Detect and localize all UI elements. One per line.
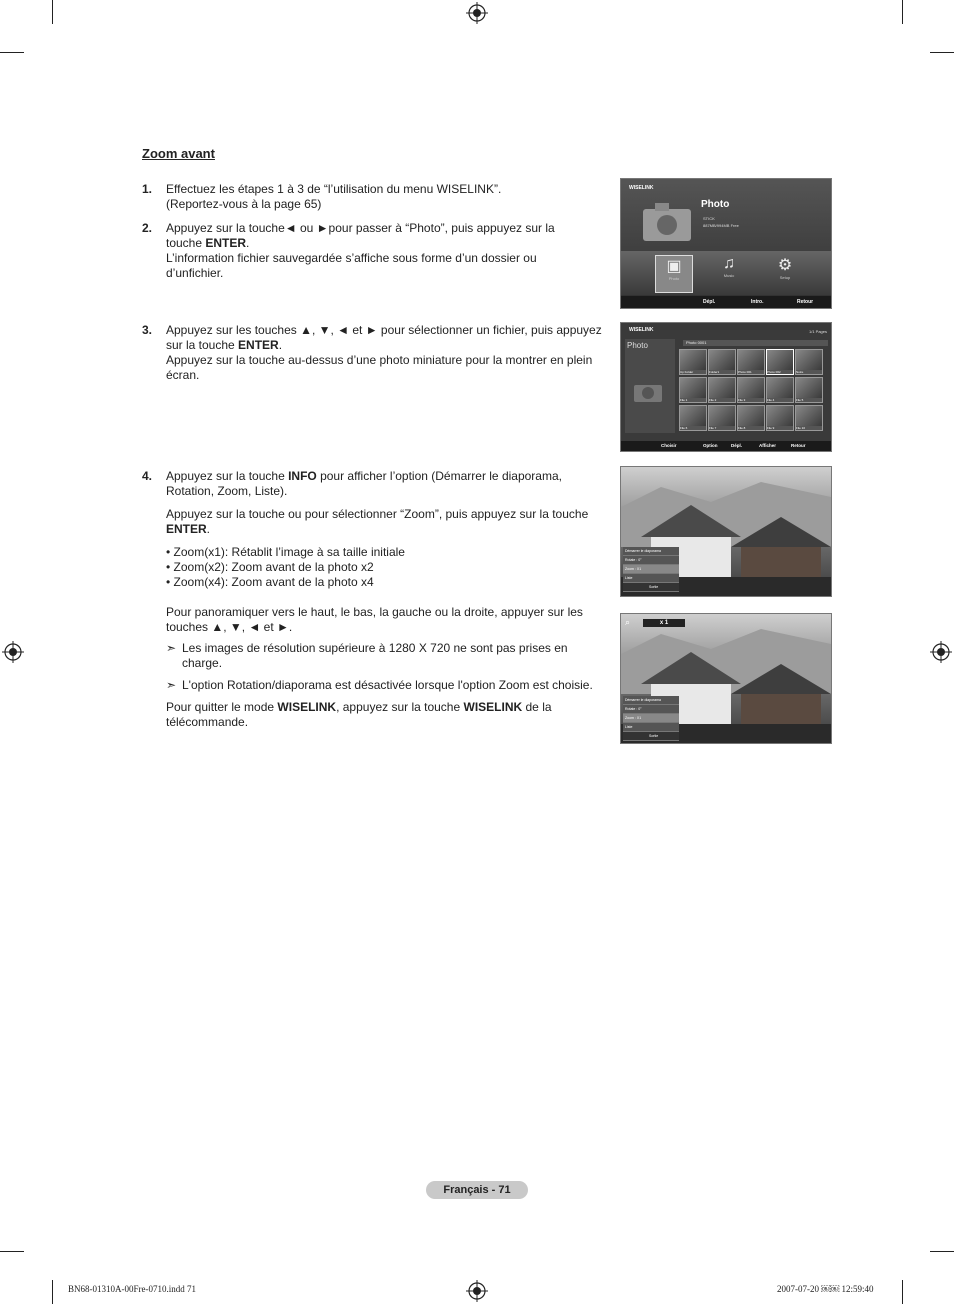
select-hint: Choisir <box>661 443 677 448</box>
step-text: . <box>278 338 283 352</box>
exit-hint: Sortie <box>623 583 679 592</box>
file-info: BN68-01310A-00Fre-0710.indd 71 <box>68 1284 196 1294</box>
thumbnail[interactable]: File 3 <box>737 377 765 403</box>
move-hint: Dépl. <box>703 299 716 305</box>
step-text: de la <box>522 700 552 714</box>
camera-icon <box>633 379 663 403</box>
photo-menu-item[interactable]: ▣ Photo <box>655 255 693 293</box>
key-name: INFO <box>288 469 317 483</box>
screen-navigation-bar <box>621 441 831 451</box>
photo-sidebar <box>625 339 675 433</box>
step-number: 3. <box>142 323 153 337</box>
thumbnail[interactable]: Nutre <box>795 349 823 375</box>
step-text: Appuyez sur les touches ▲, ▼, ◄ et ► pour sélectionner un fichier, puis appuyez <box>166 323 602 337</box>
key-name: WISELINK <box>277 700 337 714</box>
registration-mark-icon <box>930 641 952 663</box>
step-text: sur la touche <box>166 338 239 352</box>
step-text: écran. <box>166 368 200 382</box>
step-text: Pour quitter le mode <box>166 700 278 714</box>
magnifier-icon: ⌕ <box>625 617 631 627</box>
return-hint: Retour <box>797 299 814 305</box>
step-text: Appuyez sur la touche <box>166 469 289 483</box>
sidebar-title: Photo <box>627 341 648 350</box>
note-text: L'option Rotation/diaporama est désactivée lorsque l'option Zoom est choisie. <box>182 678 593 692</box>
note <box>166 641 606 671</box>
thumbnail[interactable]: File 8 <box>737 405 765 431</box>
enter-hint: Intro. <box>751 299 764 305</box>
step-text: d’unfichier. <box>166 266 224 280</box>
photo-icon: ▣ <box>666 258 682 275</box>
wiselink-icon-bar <box>621 251 831 295</box>
right-arrow-icon: ► <box>316 221 329 235</box>
return-hint: Retour <box>791 443 806 448</box>
screenshot-photo-zoom <box>620 613 832 744</box>
thumbnail[interactable]: File 10 <box>795 405 823 431</box>
exit-hint: Sortie <box>623 732 679 741</box>
thumbnail[interactable]: Photo 002 <box>766 349 794 375</box>
zoom-indicator <box>625 618 685 628</box>
thumbnail[interactable]: File 6 <box>679 405 707 431</box>
left-arrow-icon: ◄ <box>284 221 297 235</box>
bullet-item: • Zoom(x1): Rétablit l’image à sa taille initiale <box>166 545 405 559</box>
step-text: Pour panoramiquer vers le haut, le bas, la gauche ou la droite, appuyer sur les <box>166 605 583 619</box>
crop-mark <box>930 52 954 53</box>
crop-mark <box>930 1251 954 1252</box>
step-text: . <box>246 236 250 250</box>
step-number: 2. <box>142 221 153 235</box>
step-text: Appuyez sur la touche au-dessus d’une photo miniature pour la montrer en plein <box>166 353 593 367</box>
device-info: STICK 887MB/994MB Free <box>703 216 739 228</box>
folder-path: Photo 0001 <box>683 340 828 346</box>
menu-item-zoom[interactable]: Zoom : X1 <box>623 565 679 574</box>
step-text: pour passer à “Photo”, puis appuyez sur la <box>328 221 555 235</box>
step-text: Appuyez sur la touche ou pour sélectionner “Zoom”, puis appuyez sur la touche <box>166 507 589 521</box>
thumbnail[interactable]: File 7 <box>708 405 736 431</box>
screenshot-photo-list <box>620 322 832 452</box>
step-text: Rotation, Zoom, Liste). <box>166 484 288 498</box>
move-hint: Dépl. <box>731 443 743 448</box>
step-text: télécommande. <box>166 715 249 729</box>
step-text: ou <box>296 221 317 235</box>
step-text: L’information fichier sauvegardée s’affiche sous forme d’un dossier ou <box>166 251 537 265</box>
crop-mark <box>902 0 903 24</box>
section-title: Zoom avant <box>142 146 215 161</box>
screen-navigation-bar <box>621 296 831 308</box>
thumbnail[interactable]: Folder1 <box>708 349 736 375</box>
registration-mark-icon <box>2 641 24 663</box>
step-text: Appuyez sur la touche <box>166 221 285 235</box>
key-name: ENTER <box>238 338 279 352</box>
thumbnail[interactable]: File 2 <box>708 377 736 403</box>
music-icon: ♫ <box>723 255 735 272</box>
bullet-item: • Zoom(x4): Zoom avant de la photo x4 <box>166 575 374 589</box>
bullet-item: • Zoom(x2): Zoom avant de la photo x2 <box>166 560 374 574</box>
key-name: ENTER <box>166 522 207 536</box>
step-text: (Reportez-vous à la page 65) <box>166 197 322 211</box>
menu-item-rotate[interactable]: Rotate : 0° <box>623 556 679 565</box>
step-number: 1. <box>142 182 153 196</box>
wiselink-logo: WISELINK <box>629 185 654 191</box>
photo-camera-icon <box>641 197 693 243</box>
option-hint: Option <box>703 443 718 448</box>
music-menu-item[interactable]: ♫ Music <box>711 255 747 291</box>
option-menu <box>623 547 679 592</box>
step-text: Effectuez les étapes 1 à 3 de “l’utilisation du menu WISELINK”. <box>166 182 502 196</box>
thumbnail[interactable]: Up Folder <box>679 349 707 375</box>
note <box>166 678 606 693</box>
step-text: , appuyez sur la touche <box>336 700 464 714</box>
screenshot-photo-options <box>620 466 832 597</box>
thumbnail[interactable]: File 4 <box>766 377 794 403</box>
setup-icon: ⚙ <box>777 257 793 274</box>
crop-mark <box>52 1280 53 1304</box>
note-text: Les images de résolution supérieure à 1280 X 720 ne sont pas prises en <box>182 641 568 655</box>
step-text: pour afficher l’option (Démarrer le diaporama, <box>316 469 562 483</box>
thumbnail[interactable]: File 5 <box>795 377 823 403</box>
menu-item-slideshow[interactable]: Démarrer le diaporama <box>623 547 679 556</box>
wiselink-logo: WISELINK <box>629 327 654 333</box>
crop-mark <box>52 0 53 24</box>
crop-mark <box>0 52 24 53</box>
registration-mark-icon <box>466 2 488 24</box>
thumbnail[interactable]: File 1 <box>679 377 707 403</box>
zoom-level: x 1 <box>643 619 685 627</box>
menu-item-list[interactable]: Liste <box>623 723 679 732</box>
step-text: touches ▲, ▼, ◄ et ►. <box>166 620 293 634</box>
crop-mark <box>0 1251 24 1252</box>
page-count: 1/1 Pages <box>808 329 827 334</box>
thumbnail[interactable]: File 9 <box>766 405 794 431</box>
menu-item-zoom[interactable]: Zoom : X1 <box>623 714 679 723</box>
key-name: ENTER <box>205 236 247 250</box>
option-menu <box>623 696 679 741</box>
crop-mark <box>902 1280 903 1304</box>
step-text: . <box>206 522 211 536</box>
step-text: touche <box>166 236 206 250</box>
menu-item-rotate[interactable]: Rotate : 0° <box>623 705 679 714</box>
view-hint: Afficher <box>759 443 777 448</box>
menu-item-slideshow[interactable]: Démarrer le diaporama <box>623 696 679 705</box>
setup-menu-item[interactable]: ⚙ Setup <box>767 255 803 291</box>
print-timestamp: 2007-07-20 ￼￼ 12:59:40 <box>777 1284 874 1294</box>
menu-item-list[interactable]: Liste <box>623 574 679 583</box>
registration-mark-icon <box>466 1280 488 1302</box>
screenshot-wiselink-menu <box>620 178 832 309</box>
thumbnail[interactable]: Photo 001 <box>737 349 765 375</box>
note-arrow-icon: ➣ <box>166 678 177 692</box>
step-number: 4. <box>142 469 153 483</box>
key-name: WISELINK <box>463 700 523 714</box>
photo-title: Photo <box>701 199 730 210</box>
page-number-label: Français - 71 <box>426 1181 528 1199</box>
note-arrow-icon: ➣ <box>166 641 177 655</box>
note-text: charge. <box>182 656 223 670</box>
